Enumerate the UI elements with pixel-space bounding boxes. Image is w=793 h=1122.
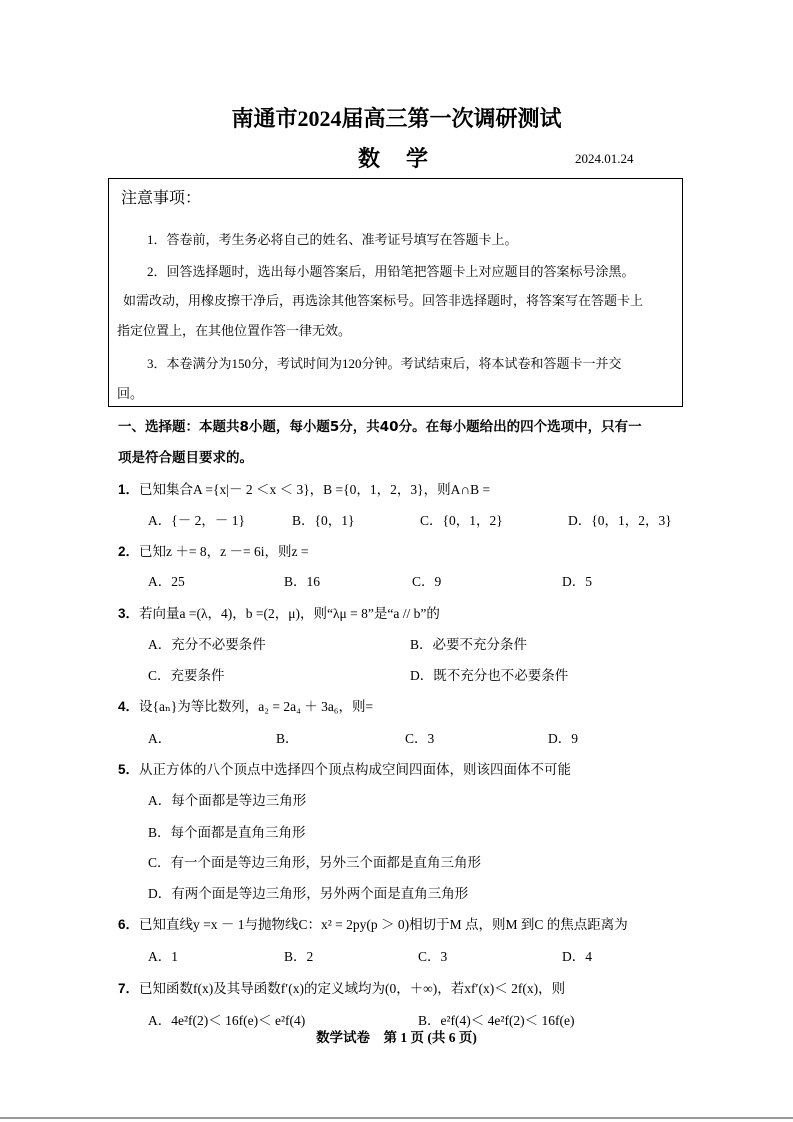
option-a: A．{－ 2，－ 1}	[148, 513, 245, 528]
option-d: D．有两个面是等边三角形，另外两个面是直角三角形	[148, 886, 469, 901]
question-7	[118, 977, 565, 997]
question-stem: 已知z ＋= 8，z －= 6i，则z =	[139, 544, 309, 559]
exam-date: 2024.01.24	[575, 151, 634, 166]
option-d: D．{0，1，2，3}	[568, 513, 672, 528]
question-2	[118, 540, 308, 560]
option-b: B．2	[284, 949, 314, 964]
option-a: A．	[148, 731, 172, 746]
question-stem: 设{aₙ}为等比数列，a₂ = 2a₄ ＋ 3a₆，则=	[139, 699, 374, 714]
question-stem: 已知函数f(x)及其导函数f′(x)的定义域均为(0，＋∞)，若xf′(x)＜ 2f(x)，则	[139, 981, 566, 996]
question-number: 5．	[118, 762, 140, 777]
option-d: D．9	[548, 731, 578, 746]
question-stem: 已知集合A ={x|－ 2 ＜x ＜ 3}，B ={0，1，2，3}，则A∩B =	[139, 482, 491, 497]
notice-line: 2．回答选择题时，选出每小题答案后，用铅笔把答题卡上对应题目的答案标号涂黑。	[147, 264, 635, 279]
option-b: B．	[276, 731, 299, 746]
option-b: B．{0，1}	[292, 513, 355, 528]
option-a: A．每个面都是等边三角形	[148, 793, 307, 808]
option-c: C．9	[412, 574, 442, 589]
notice-box	[108, 178, 683, 407]
question-stem: 已知直线y =x － 1与抛物线C：x² = 2py(p ＞ 0)相切于M 点，则M 到C 的焦点距离为	[139, 917, 628, 932]
page-title: 南通市2024届高三第一次调研测试	[231, 106, 562, 131]
subject-title: 数学	[358, 146, 455, 171]
notice-line: 1．答卷前，考生务必将自己的姓名、准考证号填写在答题卡上。	[147, 232, 518, 247]
option-a: A．1	[148, 949, 178, 964]
option-c: C．3	[418, 949, 448, 964]
question-5	[118, 758, 571, 778]
option-c: C．充要条件	[148, 668, 225, 683]
question-stem: 若向量a =(λ，4)，b =(2，μ)，则“λμ = 8”是“a // b”的	[139, 606, 440, 621]
option-b: B．必要不充分条件	[410, 637, 528, 652]
section-heading: 一、选择题：本题共8小题，每小题5分，共40分。在每小题给出的四个选项中，只有一	[118, 419, 642, 435]
question-number: 3．	[118, 606, 140, 621]
option-a: A．4e²f(2)＜ 16f(e)＜ e²f(4)	[148, 1013, 306, 1028]
option-c: C．3	[405, 731, 435, 746]
option-a: A．25	[148, 574, 185, 589]
question-3	[118, 602, 440, 622]
question-4	[118, 695, 373, 715]
option-a: A．充分不必要条件	[148, 637, 266, 652]
question-6	[118, 913, 628, 933]
notice-line: 3．本卷满分为150分，考试时间为120分钟。考试结束后，将本试卷和答题卡一并交	[147, 356, 622, 371]
option-c: C．{0，1，2}	[420, 513, 503, 528]
option-b: B．每个面都是直角三角形	[148, 825, 306, 840]
section-heading-cont: 项是符合题目要求的。	[118, 450, 253, 466]
option-b: B．e²f(4)＜ 4e²f(2)＜ 16f(e)	[418, 1013, 575, 1028]
page-footer: 数学试卷 第 1 页 (共 6 页)	[316, 1030, 477, 1045]
question-number: 2．	[118, 544, 140, 559]
option-d: D．既不充分也不必要条件	[410, 668, 569, 683]
notice-line: 指定位置上，在其他位置作答一律无效。	[117, 323, 352, 338]
option-c: C．有一个面是等边三角形，另外三个面都是直角三角形	[148, 855, 482, 870]
question-number: 4．	[118, 699, 140, 714]
notice-line: 如需改动，用橡皮擦干净后，再选涂其他答案标号。回答非选择题时，将答案写在答题卡上	[123, 293, 644, 308]
option-d: D．4	[562, 949, 592, 964]
question-number: 1．	[118, 482, 140, 497]
option-d: D．5	[562, 574, 592, 589]
question-number: 7．	[118, 981, 140, 996]
notice-title: 注意事项：	[121, 188, 202, 207]
notice-line: 回。	[117, 386, 144, 401]
question-1	[118, 478, 490, 498]
page-bottom-divider	[0, 1117, 793, 1119]
option-b: B．16	[284, 574, 321, 589]
question-number: 6．	[118, 917, 140, 932]
question-stem: 从正方体的八个顶点中选择四个顶点构成空间四面体，则该四面体不可能	[139, 762, 572, 777]
